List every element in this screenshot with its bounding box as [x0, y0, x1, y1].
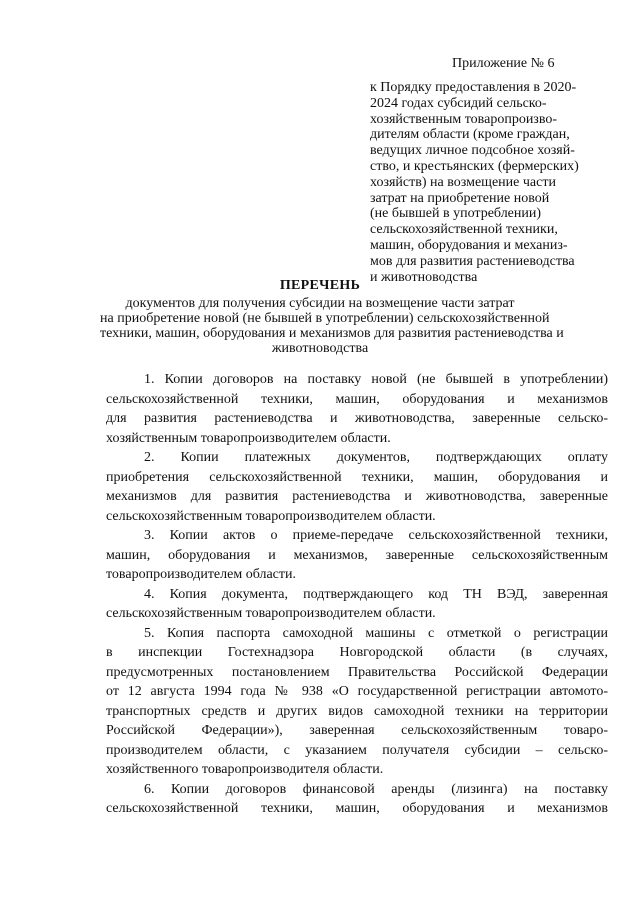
annex-line: машин, оборудования и механиз- — [370, 237, 568, 253]
list-item-line: машин, оборудования и механизмов, заверенные сельскохозяйственным — [106, 547, 608, 563]
list-item-1 — [106, 370, 608, 448]
list-item-2 — [106, 448, 608, 526]
document-title: ПЕРЕЧЕНЬ — [279, 278, 361, 293]
list-item-line: хозяйственным товаропроизводителем области. — [106, 430, 391, 446]
list-item-line: 3. Копии актов о приеме-передаче сельскохозяйственной техники, — [144, 528, 608, 543]
annex-line: затрат на приобретение новой — [370, 190, 550, 206]
list-item-line: в инспекции Гостехнадзора Новгородской области (в случаях, — [106, 645, 608, 660]
annex-line: хозяйств) на возмещение части — [370, 174, 556, 190]
document-list — [106, 370, 608, 819]
list-item-line: предусмотренных постановлением Правительства Российской Федерации — [106, 664, 608, 680]
subtitle-line: на приобретение новой (не бывшей в употреблении) сельскохозяйственной — [100, 311, 550, 326]
list-item-6 — [106, 780, 608, 819]
annex-line: к Порядку предоставления в 2020- — [370, 80, 577, 95]
annex-line: хозяйственным товаропроизво- — [370, 111, 558, 127]
list-item-line: товаропроизводителем области. — [106, 567, 297, 582]
annex-line: 2024 годах субсидий сельско- — [370, 95, 547, 111]
list-item-line: 1. Копии договоров на поставку новой (не бывшей в употреблении) — [144, 372, 608, 387]
annex-line: дителям области (кроме граждан, — [370, 127, 570, 143]
list-item-line: механизмов для развития растениеводства и животноводства, заверенные — [106, 489, 608, 504]
subtitle-line: техники, машин, оборудования и механизмов для развития растениеводства и — [100, 326, 564, 341]
list-item-line: производителем области, с указанием получателя субсидии – сельско- — [106, 742, 608, 758]
subtitle-line: животноводства — [271, 341, 369, 356]
list-item-3 — [106, 526, 608, 585]
document-subtitle — [100, 296, 564, 356]
list-item-line: 4. Копия документа, подтверждающего код ТН ВЭД, заверенная — [144, 586, 608, 602]
list-item-line: Российской Федерации»), заверенная сельскохозяйственным товаро- — [106, 723, 608, 738]
annex-line: и животноводства — [370, 269, 478, 285]
list-item-line: 5. Копия паспорта самоходной машины с отметкой о регистрации — [144, 625, 608, 641]
list-item-line: 2. Копии платежных документов, подтверждающих оплату — [144, 450, 608, 465]
list-item-line: от 12 августа 1994 года № 938 «О государственной регистрации автомото- — [106, 684, 608, 699]
list-item-4 — [106, 585, 608, 624]
annex-number: Приложение № 6 — [452, 56, 555, 71]
list-item-line: 6. Копии договоров финансовой аренды (лизинга) на поставку — [144, 781, 608, 797]
annex-line: мов для развития растениеводства — [370, 253, 575, 269]
annex-description — [370, 80, 594, 285]
annex-line: (не бывшей в употреблении) — [370, 206, 542, 222]
list-item-line: сельскохозяйственным товаропроизводителем области. — [106, 606, 436, 621]
subtitle-line: документов для получения субсидии на возмещение части затрат — [125, 296, 515, 311]
list-item-line: сельскохозяйственной техники, машин, оборудования и механизмов — [106, 801, 608, 816]
annex-line: сельскохозяйственной техники, — [370, 222, 558, 238]
list-item-line: сельскохозяйственным товаропроизводителем области. — [106, 508, 436, 524]
annex-line: ведущих личное подсобное хозяй- — [370, 143, 575, 159]
list-item-line: сельскохозяйственной техники, машин, оборудования и механизмов — [106, 391, 608, 407]
list-item-line: транспортных средств и других видов самоходной техники на территории — [106, 703, 608, 719]
list-item-line: для развития растениеводства и животноводства, заверенные сельско- — [106, 411, 608, 426]
list-item-line: приобретения сельскохозяйственной техники, машин, оборудования и — [106, 469, 608, 485]
annex-line: ство, и крестьянских (фермерских) — [370, 158, 579, 174]
list-item-line: хозяйственного товаропроизводителя области. — [106, 762, 384, 777]
list-item-5 — [106, 624, 608, 780]
